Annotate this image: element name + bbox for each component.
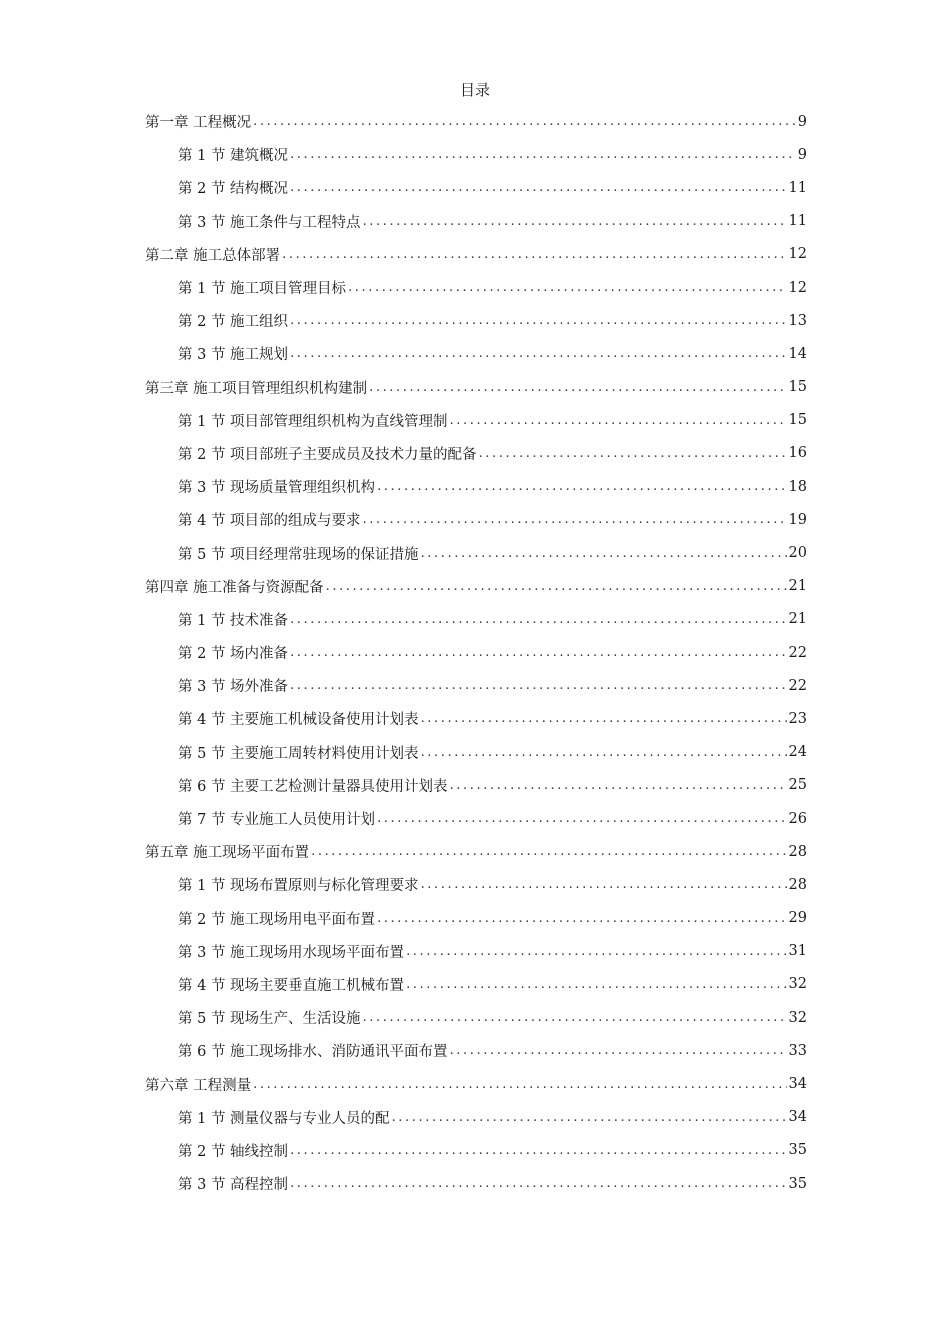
toc-dot-leader <box>348 280 786 295</box>
toc-chapter-entry[interactable] <box>0 238 807 271</box>
toc-entry-label: 第 5 节 现场生产、生活设施 <box>178 1011 361 1028</box>
toc-page-number: 9 <box>797 113 807 130</box>
toc-entry-label: 第一章 工程概况 <box>145 115 252 132</box>
toc-dot-leader <box>282 247 786 262</box>
toc-dot-leader <box>253 114 795 129</box>
toc-dot-leader <box>290 313 786 328</box>
toc-entry-label: 第 2 节 轴线控制 <box>178 1143 289 1160</box>
toc-page-number: 24 <box>788 744 807 761</box>
toc-entry-label: 第 3 节 施工规划 <box>178 347 289 364</box>
toc-section-entry[interactable] <box>0 1101 807 1134</box>
toc-entry-label: 第四章 施工准备与资源配备 <box>145 579 324 596</box>
toc-page-number: 29 <box>788 910 807 927</box>
toc-section-entry[interactable] <box>0 271 807 304</box>
toc-entry-label: 第 7 节 专业施工人员使用计划 <box>178 812 376 829</box>
page-title: 目录 <box>459 81 490 99</box>
toc-entry-label: 第 6 节 主要工艺检测计量器具使用计划表 <box>178 778 448 795</box>
toc-dot-leader <box>450 778 787 793</box>
toc-section-entry[interactable] <box>0 603 807 636</box>
toc-chapter-entry[interactable] <box>0 835 807 868</box>
toc-page-number: 18 <box>788 478 807 495</box>
toc-page-number: 15 <box>788 379 807 396</box>
toc-entry-label: 第 5 节 项目经理常驻现场的保证措施 <box>178 546 419 563</box>
toc-dot-leader <box>421 546 787 561</box>
table-of-contents <box>0 105 950 1200</box>
toc-page-number: 14 <box>788 345 807 362</box>
toc-entry-label: 第 4 节 现场主要垂直施工机械布置 <box>178 977 405 994</box>
toc-page-number: 11 <box>788 179 807 196</box>
toc-page-number: 32 <box>788 976 807 993</box>
toc-page-number: 34 <box>788 1076 807 1093</box>
toc-dot-leader <box>253 1077 786 1092</box>
toc-page-number: 23 <box>788 710 807 727</box>
toc-section-entry[interactable] <box>0 802 807 835</box>
toc-section-entry[interactable] <box>0 1167 807 1200</box>
toc-section-entry[interactable] <box>0 205 807 238</box>
toc-section-entry[interactable] <box>0 702 807 735</box>
toc-entry-label: 第 4 节 主要施工机械设备使用计划表 <box>178 712 419 729</box>
toc-entry-label: 第 3 节 现场质量管理组织机构 <box>178 480 376 497</box>
toc-dot-leader <box>290 180 786 195</box>
toc-dot-leader <box>450 413 787 428</box>
toc-page-number: 31 <box>788 943 807 960</box>
toc-dot-leader <box>363 214 787 229</box>
toc-entry-label: 第 6 节 施工现场排水、消防通讯平面布置 <box>178 1044 448 1061</box>
toc-page-number: 12 <box>788 279 807 296</box>
toc-section-entry[interactable] <box>0 138 807 171</box>
toc-entry-label: 第五章 施工现场平面布置 <box>145 845 310 862</box>
toc-section-entry[interactable] <box>0 470 807 503</box>
toc-chapter-entry[interactable] <box>0 105 807 138</box>
toc-section-entry[interactable] <box>0 769 807 802</box>
toc-entry-label: 第 3 节 高程控制 <box>178 1177 289 1194</box>
toc-section-entry[interactable] <box>0 669 807 702</box>
toc-page-number: 32 <box>788 1009 807 1026</box>
toc-section-entry[interactable] <box>0 503 807 536</box>
toc-entry-label: 第 3 节 施工条件与工程特点 <box>178 214 361 231</box>
toc-dot-leader <box>363 512 787 527</box>
toc-entry-label: 第 2 节 场内准备 <box>178 646 289 663</box>
toc-dot-leader <box>326 579 787 594</box>
toc-page-number: 22 <box>788 644 807 661</box>
toc-page-number: 34 <box>788 1109 807 1126</box>
toc-entry-label: 第 2 节 结构概况 <box>178 181 289 198</box>
toc-page-number: 9 <box>797 146 807 163</box>
toc-section-entry[interactable] <box>0 1001 807 1034</box>
toc-page-number: 15 <box>788 412 807 429</box>
toc-section-entry[interactable] <box>0 337 807 370</box>
toc-page-number: 11 <box>788 213 807 230</box>
toc-dot-leader <box>290 147 795 162</box>
toc-dot-leader <box>377 479 786 494</box>
toc-dot-leader <box>377 811 786 826</box>
toc-dot-leader <box>450 1043 787 1058</box>
toc-entry-label: 第 3 节 施工现场用水现场平面布置 <box>178 944 405 961</box>
toc-section-entry[interactable] <box>0 935 807 968</box>
toc-entry-label: 第 2 节 施工组织 <box>178 314 289 331</box>
toc-section-entry[interactable] <box>0 968 807 1001</box>
toc-dot-leader <box>406 944 786 959</box>
toc-dot-leader <box>311 844 786 859</box>
toc-dot-leader <box>421 745 787 760</box>
toc-page-number: 12 <box>788 246 807 263</box>
toc-section-entry[interactable] <box>0 171 807 204</box>
toc-entry-label: 第 5 节 主要施工周转材料使用计划表 <box>178 745 419 762</box>
toc-section-entry[interactable] <box>0 1034 807 1067</box>
toc-entry-label: 第 2 节 施工现场用电平面布置 <box>178 911 376 928</box>
toc-page-number: 35 <box>788 1175 807 1192</box>
toc-chapter-entry[interactable] <box>0 371 807 404</box>
toc-entry-label: 第 1 节 施工项目管理目标 <box>178 281 347 298</box>
toc-entry-label: 第 1 节 建筑概况 <box>178 148 289 165</box>
toc-dot-leader <box>406 977 786 992</box>
toc-page-number: 13 <box>788 312 807 329</box>
toc-section-entry[interactable] <box>0 304 807 337</box>
toc-section-entry[interactable] <box>0 536 807 569</box>
toc-dot-leader <box>290 678 786 693</box>
toc-page-number: 21 <box>788 611 807 628</box>
toc-dot-leader <box>377 911 786 926</box>
toc-dot-leader <box>421 877 787 892</box>
toc-dot-leader <box>290 612 786 627</box>
toc-page-number: 21 <box>788 578 807 595</box>
toc-section-entry[interactable] <box>0 636 807 669</box>
toc-dot-leader <box>479 446 787 461</box>
toc-chapter-entry[interactable] <box>0 1067 807 1100</box>
toc-section-entry[interactable] <box>0 404 807 437</box>
toc-entry-label: 第二章 施工总体部署 <box>145 247 281 264</box>
toc-page-number: 28 <box>788 843 807 860</box>
toc-dot-leader <box>363 1010 787 1025</box>
toc-chapter-entry[interactable] <box>0 570 807 603</box>
toc-entry-label: 第 2 节 项目部班子主要成员及技术力量的配备 <box>178 446 477 463</box>
toc-dot-leader <box>392 1110 787 1125</box>
toc-entry-label: 第 1 节 现场布置原则与标化管理要求 <box>178 878 419 895</box>
toc-dot-leader <box>369 380 786 395</box>
toc-page-number: 19 <box>788 511 807 528</box>
toc-section-entry[interactable] <box>0 1134 807 1167</box>
toc-section-entry[interactable] <box>0 868 807 901</box>
toc-section-entry[interactable] <box>0 736 807 769</box>
toc-page-number: 16 <box>788 445 807 462</box>
toc-page-number: 25 <box>788 777 807 794</box>
toc-section-entry[interactable] <box>0 902 807 935</box>
toc-dot-leader <box>290 1176 786 1191</box>
toc-dot-leader <box>421 711 787 726</box>
toc-page-number: 20 <box>788 545 807 562</box>
toc-page-number: 35 <box>788 1142 807 1159</box>
toc-dot-leader <box>290 645 786 660</box>
toc-entry-label: 第三章 施工项目管理组织机构建制 <box>145 380 368 397</box>
toc-page-number: 33 <box>788 1042 807 1059</box>
toc-page-number: 22 <box>788 677 807 694</box>
toc-entry-label: 第 1 节 测量仪器与专业人员的配 <box>178 1110 390 1127</box>
toc-section-entry[interactable] <box>0 437 807 470</box>
toc-entry-label: 第 3 节 场外准备 <box>178 679 289 696</box>
toc-dot-leader <box>290 1143 786 1158</box>
toc-entry-label: 第六章 工程测量 <box>145 1077 252 1094</box>
toc-dot-leader <box>290 346 786 361</box>
toc-entry-label: 第 1 节 项目部管理组织机构为直线管理制 <box>178 413 448 430</box>
toc-entry-label: 第 4 节 项目部的组成与要求 <box>178 513 361 530</box>
toc-entry-label: 第 1 节 技术准备 <box>178 612 289 629</box>
toc-page-number: 26 <box>788 810 807 827</box>
toc-page-number: 28 <box>788 876 807 893</box>
